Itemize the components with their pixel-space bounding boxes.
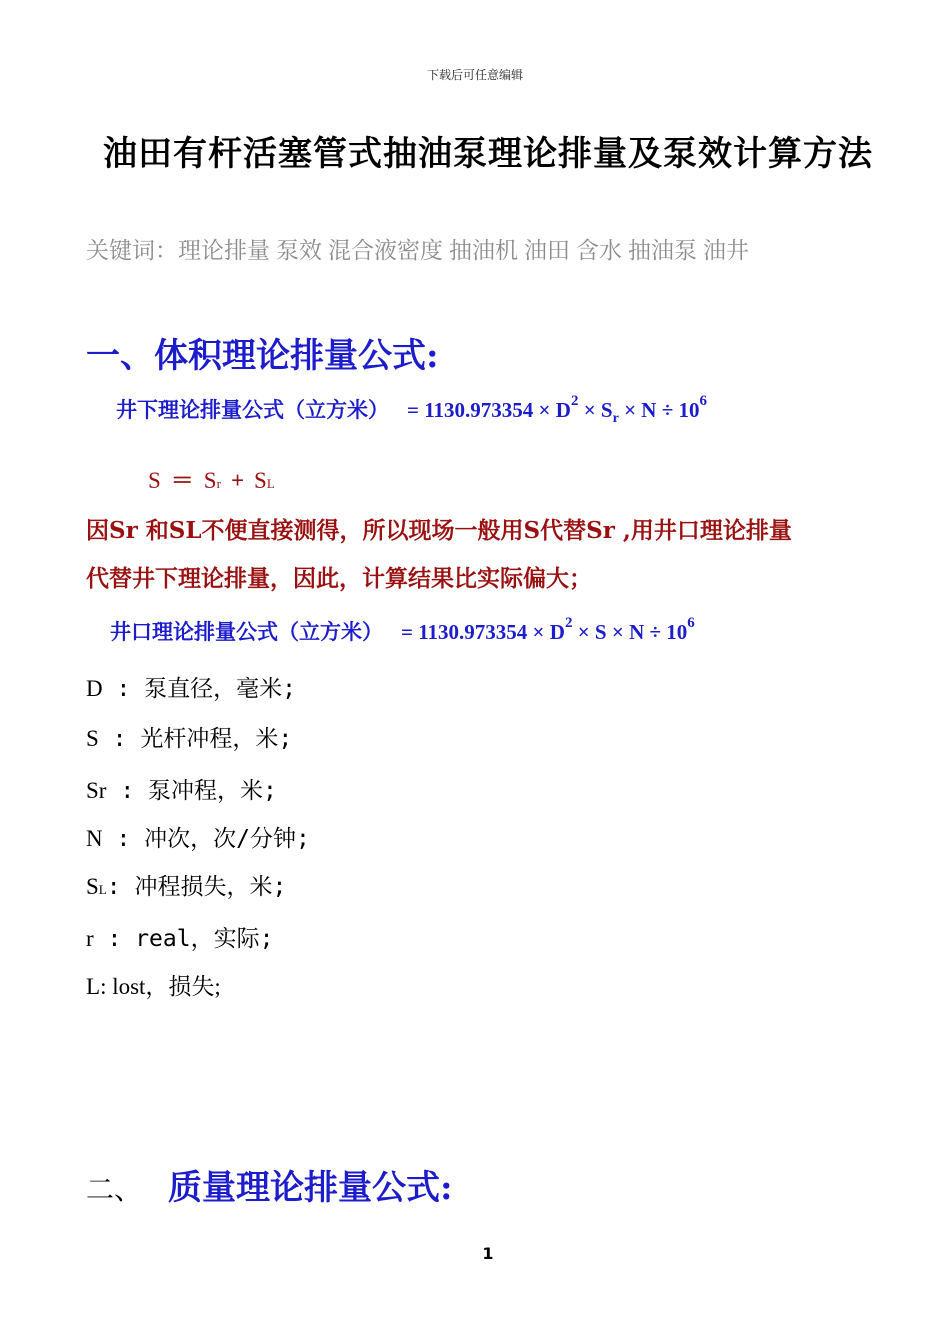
section2-heading [86, 1160, 453, 1209]
definition-text: : 泵直径，毫米; [102, 676, 297, 702]
relation-sl: S [254, 468, 267, 493]
keyword-item: 抽油泵 [628, 238, 697, 264]
relation-sr: S [203, 468, 217, 493]
definition-item [86, 868, 286, 901]
definition-item [86, 820, 310, 853]
section1-heading: 一、体积理论排量公式: [86, 336, 439, 376]
formula-exponent: 6 [687, 615, 695, 631]
definition-text: : 冲程损失，米; [106, 874, 287, 900]
definition-symbol: L [86, 974, 101, 999]
relation-plus: + [230, 468, 245, 493]
keywords-label: 关键词： [86, 238, 178, 264]
section2-title: 质量理论排量公式: [168, 1168, 453, 1208]
definition-item [86, 968, 221, 1001]
formula-subscript: r [612, 411, 619, 427]
definition-text: : lost，损失; [100, 974, 221, 999]
relation-equals: ＝ [170, 468, 194, 493]
formula-lhs: = 1130.973354 × D [407, 398, 571, 422]
formula-mid: × S [578, 398, 613, 422]
document-title: 油田有杆活塞管式抽油泵理论排量及泵效计算方法 [103, 134, 873, 174]
page-number: 1 [482, 1244, 494, 1263]
formula-exponent: 2 [564, 615, 573, 631]
formula-rest: × N ÷ 10 [618, 398, 700, 422]
explanation-line-2: 代替井下理论排量，因此，计算结果比实际偏大； [86, 565, 592, 592]
stroke-relation [148, 462, 275, 495]
header-note: 下载后可任意编辑 [426, 68, 523, 82]
definition-subscript: r [98, 778, 107, 803]
definition-symbol: S [86, 726, 99, 751]
wellhead-formula-label: 井口理论排量公式（立方米） [110, 620, 383, 644]
downhole-formula [116, 394, 707, 427]
definition-symbol: D [86, 676, 103, 701]
definition-symbol: S [86, 778, 99, 803]
keyword-item: 油井 [703, 238, 749, 264]
relation-sr-sub: r [216, 476, 221, 491]
definition-symbol: S [86, 874, 99, 899]
keyword-item: 含水 [576, 238, 622, 264]
definition-text: : real，实际; [93, 926, 274, 952]
relation-sl-sub: L [266, 476, 275, 491]
downhole-formula-label: 井下理论排量公式（立方米） [116, 398, 389, 422]
definition-subscript: L [98, 882, 107, 897]
definition-text: : 冲次，次/分钟; [102, 826, 310, 852]
definition-text: : 光杆冲程，米; [98, 726, 293, 752]
keyword-item: 抽油机 [449, 238, 518, 264]
relation-s: S [148, 468, 161, 493]
formula-exponent: 6 [699, 393, 707, 409]
definition-symbol: r [86, 926, 94, 951]
definition-item [86, 920, 273, 953]
definition-symbol: N [86, 826, 103, 851]
keyword-item: 混合液密度 [328, 238, 443, 264]
section2-number: 二、 [86, 1173, 143, 1206]
definition-item [86, 670, 296, 703]
wellhead-formula [110, 616, 695, 646]
keyword-item: 泵效 [276, 238, 322, 264]
formula-rest: × S × N ÷ 10 [572, 620, 688, 644]
definition-text: : 泵冲程，米; [106, 778, 277, 804]
formula-lhs: = 1130.973354 × D [401, 620, 565, 644]
keywords-line [86, 232, 755, 265]
definition-item [86, 772, 277, 805]
explanation-line-1: 因Sr 和SL不便直接测得，所以现场一般用S代替Sr ,用井口理论排量 [86, 517, 792, 544]
keyword-item: 油田 [524, 238, 570, 264]
formula-exponent: 2 [570, 393, 579, 409]
keyword-item: 理论排量 [178, 238, 270, 264]
definition-item [86, 720, 292, 753]
